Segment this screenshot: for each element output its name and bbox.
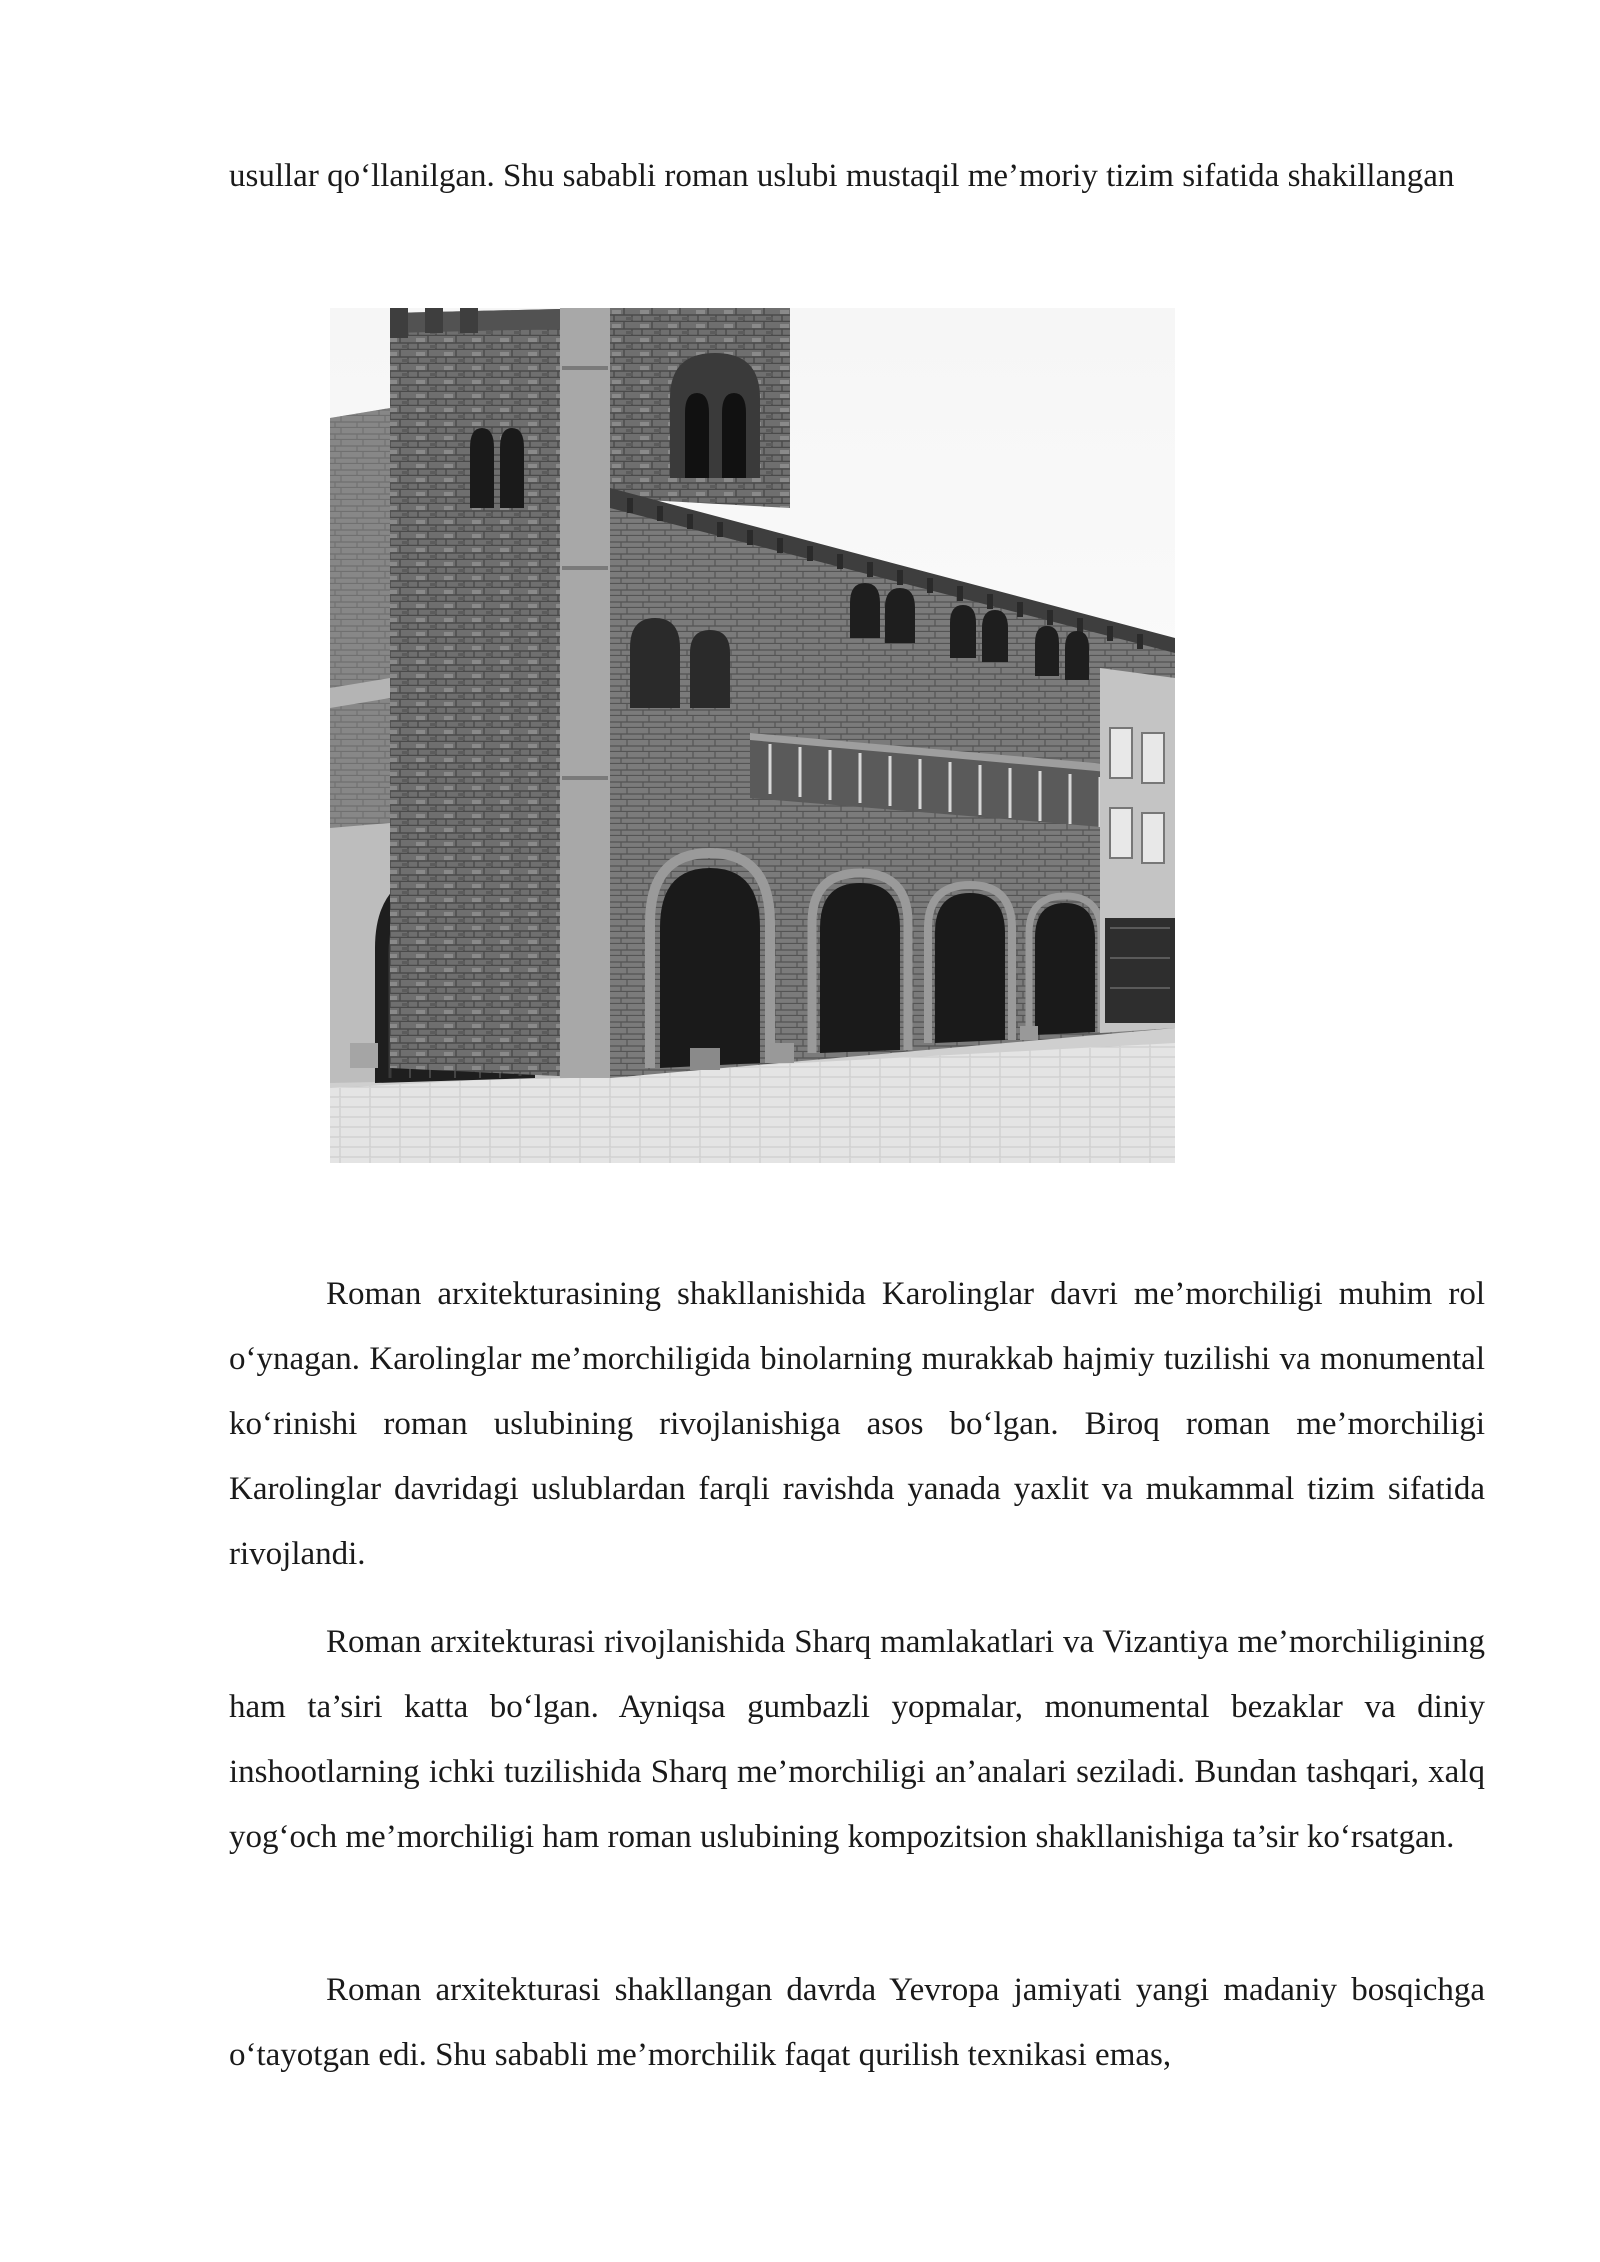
romanesque-building-icon — [330, 308, 1175, 1163]
building-photo — [330, 308, 1175, 1163]
paragraph-yevropa: Roman arxitekturasi shakllangan davrda Yevropa jamiyati yangi madaniy bosqichga o‘tayotgan edi. Shu sababli me’morchilik faqat qurilish texnikasi emas, — [229, 1972, 1485, 2073]
paragraph-intro: usullar qo‘llanilgan. Shu sababli roman uslubi mustaqil me’moriy tizim sifatida shakillangan — [229, 158, 1455, 194]
paragraph-karolinglar: Roman arxitekturasining shakllanishida Karolinglar davri me’morchiligi muhim rol o‘ynagan. Karolinglar me’morchiligida binolarning murakkab hajmiy tuzilishi va monumental ko‘rinishi roman uslubining rivojlanishiga asos bo‘lgan. Biroq roman me’morchiligi Karolinglar davridagi uslublardan farqli ravishda yanada yaxlit va mukammal tizim sifatida rivojlandi. — [229, 1276, 1485, 1572]
paragraph-sharq-vizantiya: Roman arxitekturasi rivojlanishida Sharq mamlakatlari va Vizantiya me’morchiligining ham ta’siri katta bo‘lgan. Ayniqsa gumbazli yopmalar, monumental bezaklar va diniy inshootlarning ichki tuzilishida Sharq me’morchiligi an’analari seziladi. Bundan tashqari, xalq yog‘och me’morchiligi ham roman uslubining kompozitsion shakllanishiga ta’sir ko‘rsatgan. — [229, 1624, 1485, 1855]
